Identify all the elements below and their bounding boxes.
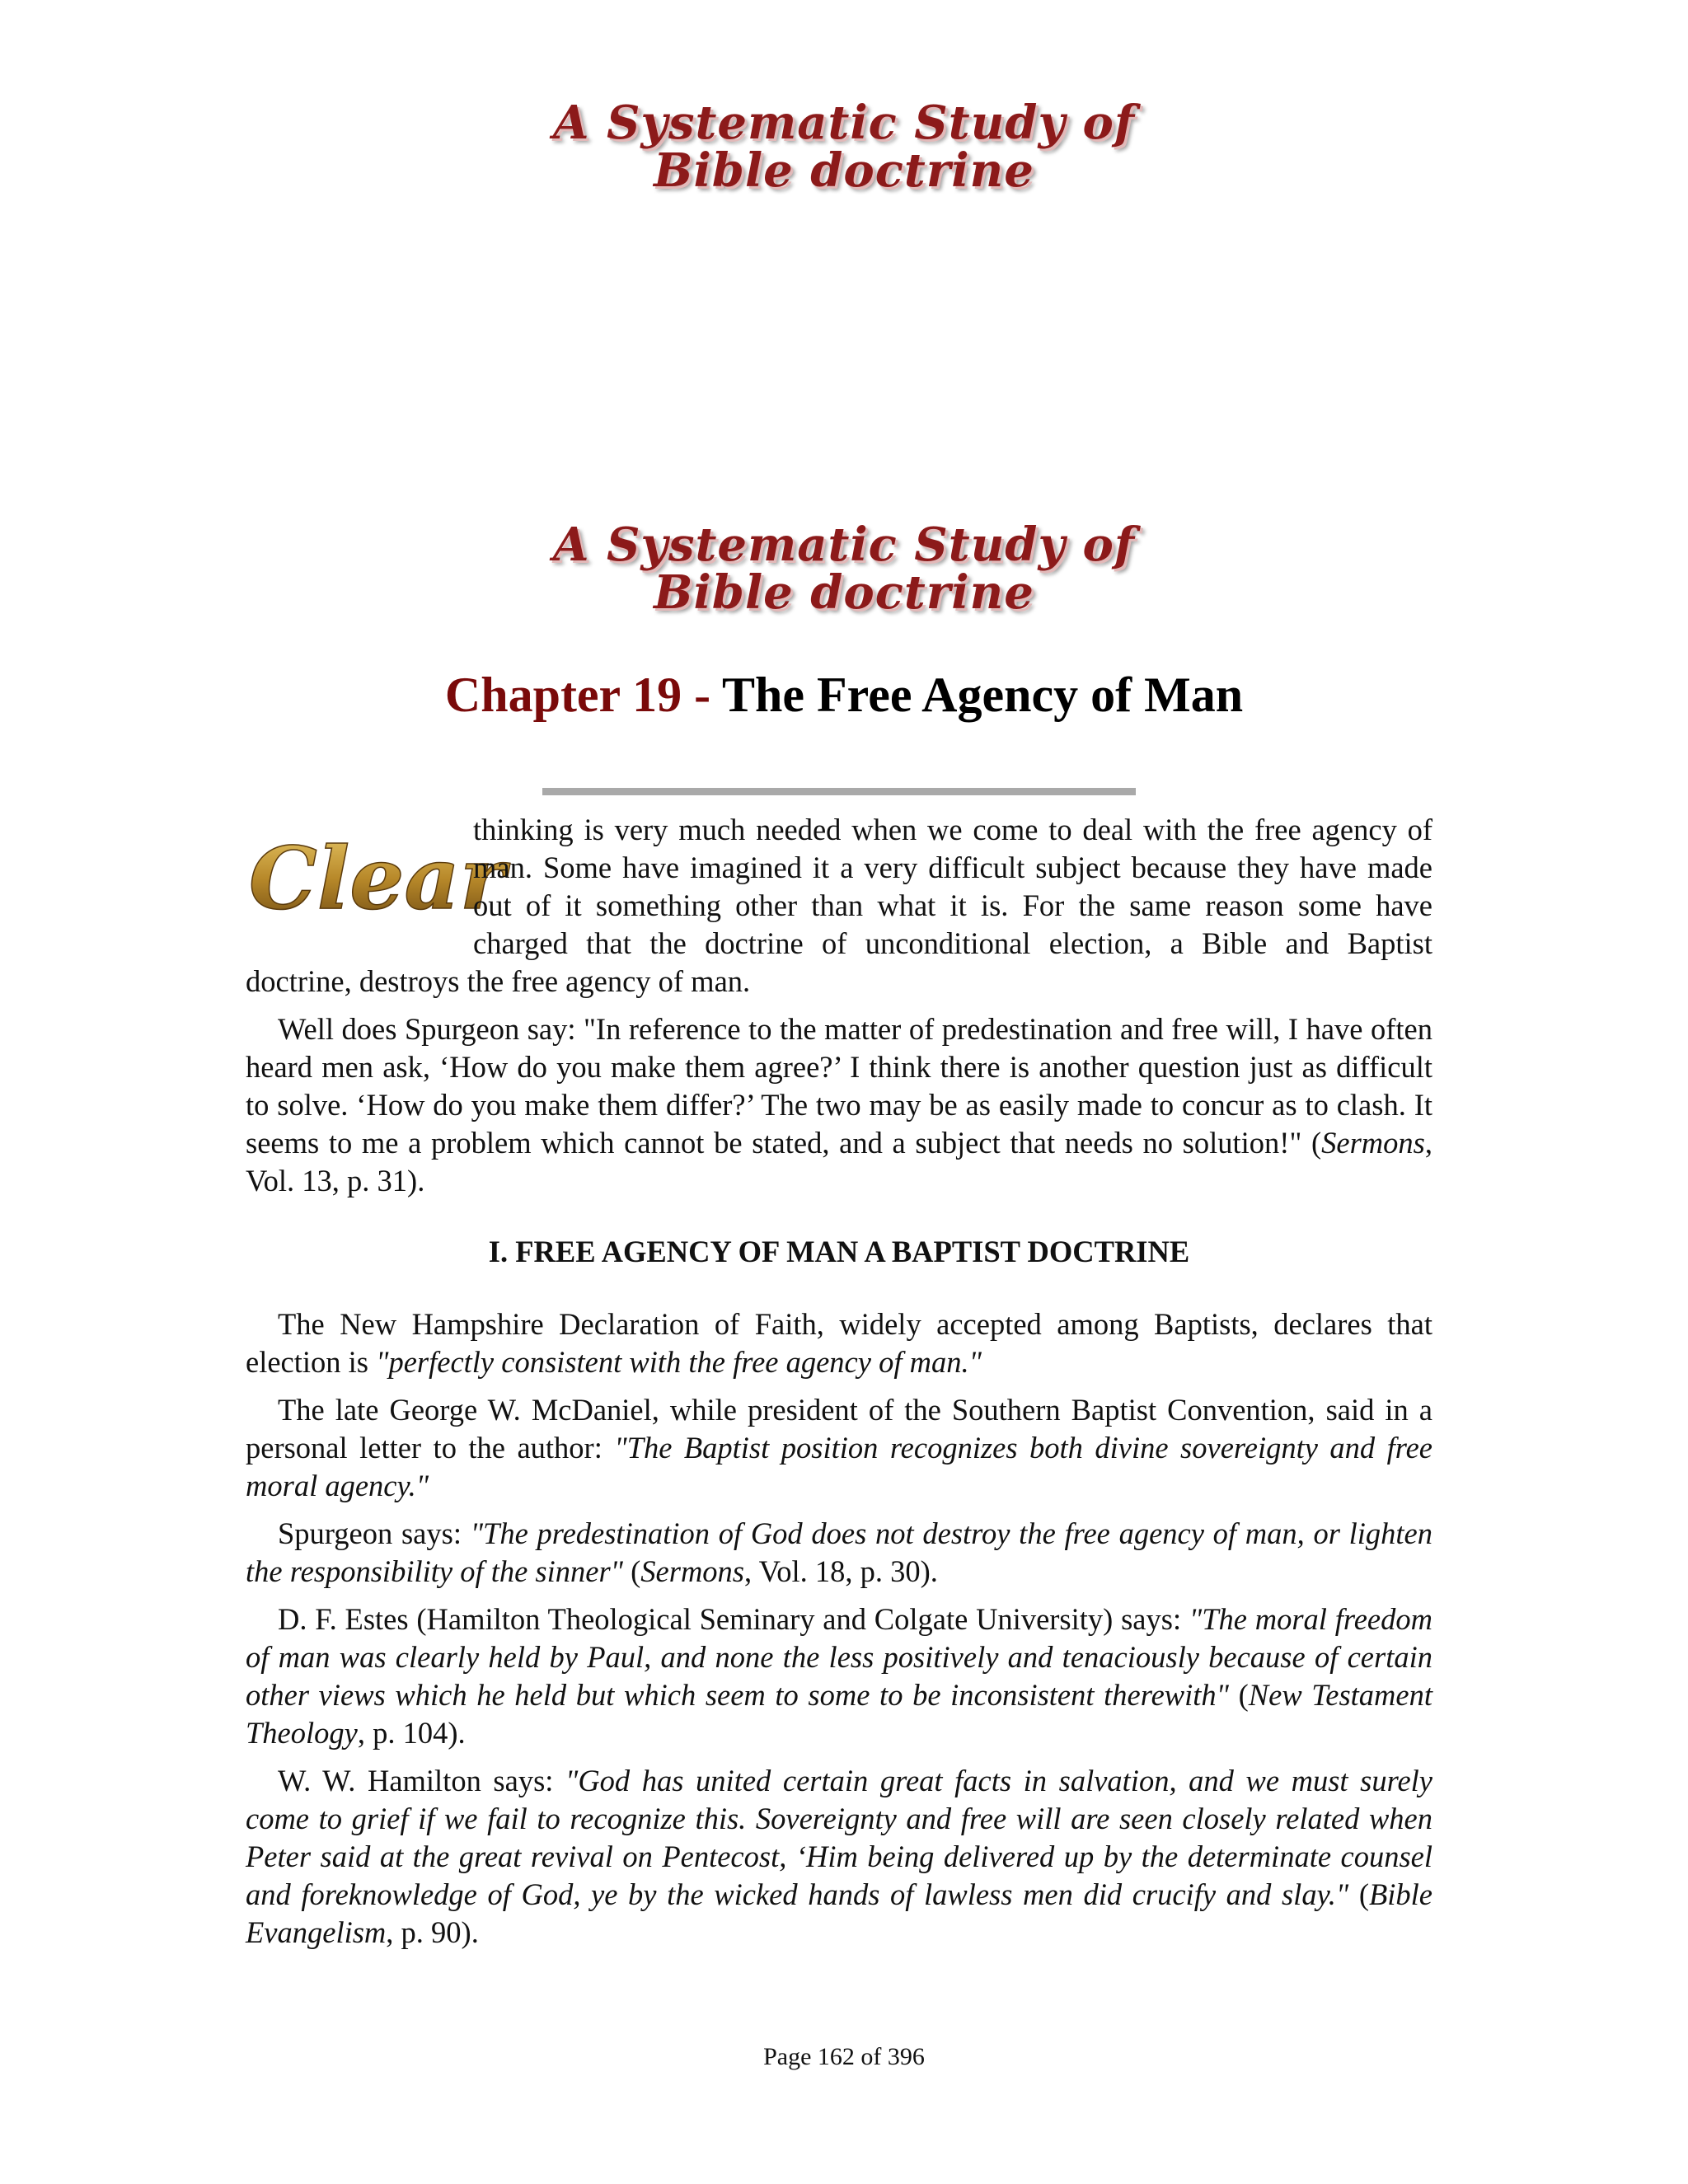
banner-logo-top [0, 96, 1688, 198]
drop-cap-word: Clear [249, 827, 505, 929]
paragraph-1 [246, 811, 1432, 1001]
paragraph-1-text: thinking is very much needed when we come to deal with the free agency of man. Some have imagined it a very difficult subject because they have made out of it something other than what it is. For the same reason some have charged that the doctrine of unconditional election, a Bible and Baptist doctrine, destroys the free agency of man. [246, 813, 1432, 998]
banner-line-2: Bible doctrine [654, 565, 1034, 620]
quote: "The Baptist position recognizes both divine sovereignty and free moral agency." [246, 1431, 1432, 1502]
citation: Sermons [1321, 1126, 1425, 1160]
quote: "The moral freedom of man was clearly held by Paul, and none the less positively and tenaciously because of certain other views which he held but which seem to some to be inconsistent therewith" [246, 1602, 1432, 1712]
paragraph-7: W. W. Hamilton says: "God has united certain great facts in salvation, and we must surely come to grief if we fail to recognize this. Sovereignty and free will are seen closely related when Peter said at the great revival on Pentecost, ‘Him being delivered up by the determinate counsel and foreknowledge of God, ye by the wicked hands of lawless men did crucify and slay." (Bible Evangelism, p. 90). [246, 1764, 1432, 1949]
citation: Bible Evangelism [246, 1877, 1432, 1949]
chapter-name: The Free Agency of Man [722, 668, 1244, 722]
chapter-body [246, 811, 1432, 1961]
paragraph-4: The late George W. McDaniel, while president of the Southern Baptist Convention, said in a personal letter to the author: "The Baptist position recognizes both divine sovereignty and free moral agency." [246, 1393, 1432, 1502]
banner-line-2: Bible doctrine [654, 143, 1034, 198]
banner-logo-chapter [0, 518, 1688, 620]
quote: "The predestination of God does not destroy the free agency of man, or lighten the responsibility of the sinner" [246, 1516, 1433, 1588]
section-heading: I. FREE AGENCY OF MAN A BAPTIST DOCTRINE [488, 1235, 1190, 1268]
paragraph-2: Well does Spurgeon say: "In reference to the matter of predestination and free will, I have often heard men ask, ‘How do you make them agree?’ I think there is another question just as difficult to solve. ‘How do you make them differ?’ The two may be as easily made to concur as to clash. It seems to me a problem which cannot be stated, and a subject that needs no solution!" (Sermons, Vol. 13, p. 31). [246, 1012, 1432, 1197]
banner-line-1: A Systematic Study of [553, 518, 1135, 572]
drop-cap-image [246, 819, 505, 935]
chapter-number: Chapter 19 - [444, 668, 722, 722]
chapter-title [0, 666, 1688, 724]
quote: "perfectly consistent with the free agency of man." [376, 1345, 982, 1379]
paragraph-6: D. F. Estes (Hamilton Theological Seminary and Colgate University) says: "The moral freedom of man was clearly held by Paul, and none the less positively and tenaciously because of certain other views which he held but which seem to some to be inconsistent therewith" (New Testament Theology, p. 104). [246, 1602, 1432, 1750]
paragraph-5: Spurgeon says: "The predestination of God does not destroy the free agency of man, or lighten the responsibility of the sinner" (Sermons, Vol. 18, p. 30). [246, 1516, 1433, 1588]
divider-rule [542, 788, 1136, 795]
citation: New Testament Theology [246, 1678, 1432, 1750]
quote: "God has united certain great facts in salvation, and we must surely come to grief if we fail to recognize this. Sovereignty and free will are seen closely related when Peter said at the great revival on Pentecost, ‘Him being delivered up by the determinate counsel and foreknowledge of God, ye by the wicked hands of lawless men did crucify and slay." [246, 1764, 1432, 1911]
page-number: Page 162 of 396 [763, 2043, 925, 2070]
citation: Sermons [640, 1554, 745, 1588]
banner-line-1: A Systematic Study of [553, 96, 1135, 150]
paragraph-3: The New Hampshire Declaration of Faith, widely accepted among Baptists, declares that election is "perfectly consistent with the free agency of man." [246, 1307, 1432, 1379]
